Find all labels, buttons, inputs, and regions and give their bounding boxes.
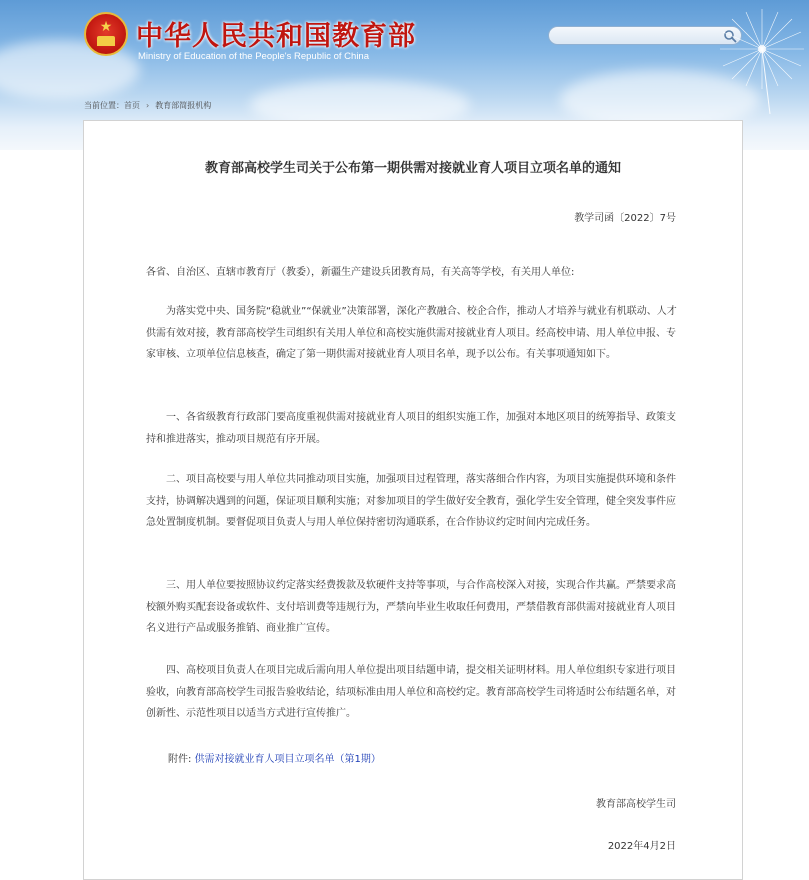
document-number: 教学司函〔2022〕7号: [574, 213, 676, 224]
star-icon: ★: [99, 19, 113, 35]
dandelion-decoration: [712, 4, 809, 114]
emblem-icon[interactable]: [84, 12, 128, 56]
paragraph-item-4: 四、高校项目负责人在项目完成后需向用人单位提出项目结题申请，提交相关证明材料。用人单位组织专家进行项目验收，向教育部高校学生司报告验收结论，结项标准由用人单位和高校约定。教育部高校学生司将适时公布结题名单，对创新性、示范性项目以适当方式进行宣传推广。: [146, 665, 676, 719]
site-subtitle: Ministry of Education of the People's Republic of China: [138, 51, 369, 62]
paragraph-item-3: 三、用人单位要按照协议约定落实经费拨款及软硬件支持等事项，与合作高校深入对接，实现合作共赢。严禁要求高校额外购买配套设备或软件、支付培训费等违规行为，严禁向毕业生收取任何费用，严禁借教育部供需对接就业育人项目名义进行产品或服务推销、商业推广宣传。: [146, 580, 676, 634]
attachment-label: 附件:: [168, 754, 195, 765]
breadcrumb: [84, 100, 211, 111]
paragraph-item-1: 一、各省级教育行政部门要高度重视供需对接就业育人项目的组织实施工作，加强对本地区项目的统筹指导、政策支持和推进落实，推动项目规范有序开展。: [146, 412, 676, 445]
attachment: [168, 750, 381, 765]
paragraph-intro: 为落实党中央、国务院“稳就业”“保就业”决策部署，深化产教融合、校企合作，推动人才培养与就业有机联动、人才供需有效对接，教育部高校学生司组织有关用人单位和高校实施供需对接就业育人项目。经高校申请、用人单位申报、专家审核、立项单位信息核查，确定了第一期供需对接就业育人项目名单，现予以公布。有关事项通知如下。: [146, 306, 677, 360]
search-input[interactable]: [557, 28, 717, 43]
signature-organization: 教育部高校学生司: [596, 799, 676, 810]
site-title[interactable]: 中华人民共和国教育部: [136, 21, 416, 52]
gate-icon: [97, 36, 115, 46]
signature-date: 2022年4月2日: [607, 841, 676, 852]
breadcrumb-section-link[interactable]: 教育部简报机构: [155, 101, 212, 110]
article-container: [83, 120, 743, 880]
breadcrumb-home-link[interactable]: 首页: [124, 101, 140, 110]
salutation: 各省、自治区、直辖市教育厅（教委），新疆生产建设兵团教育局，有关高等学校，有关用人单位:: [146, 267, 575, 278]
article-title: 教育部高校学生司关于公布第一期供需对接就业育人项目立项名单的通知: [204, 161, 621, 176]
attachment-link[interactable]: 供需对接就业育人项目立项名单（第1期）: [194, 754, 381, 765]
paragraph-item-2: 二、项目高校要与用人单位共同推动项目实施，加强项目过程管理，落实落细合作内容，为项目实施提供环境和条件支持，协调解决遇到的问题，保证项目顺利实施；对参加项目的学生做好安全教育，强化学生安全管理，健全突发事件应急处置制度机制。要督促项目负责人与用人单位保持密切沟通联系，在合作协议约定时间内完成任务。: [146, 474, 676, 528]
breadcrumb-separator-icon: ›: [146, 101, 150, 110]
breadcrumb-prefix: 当前位置：: [84, 101, 124, 110]
